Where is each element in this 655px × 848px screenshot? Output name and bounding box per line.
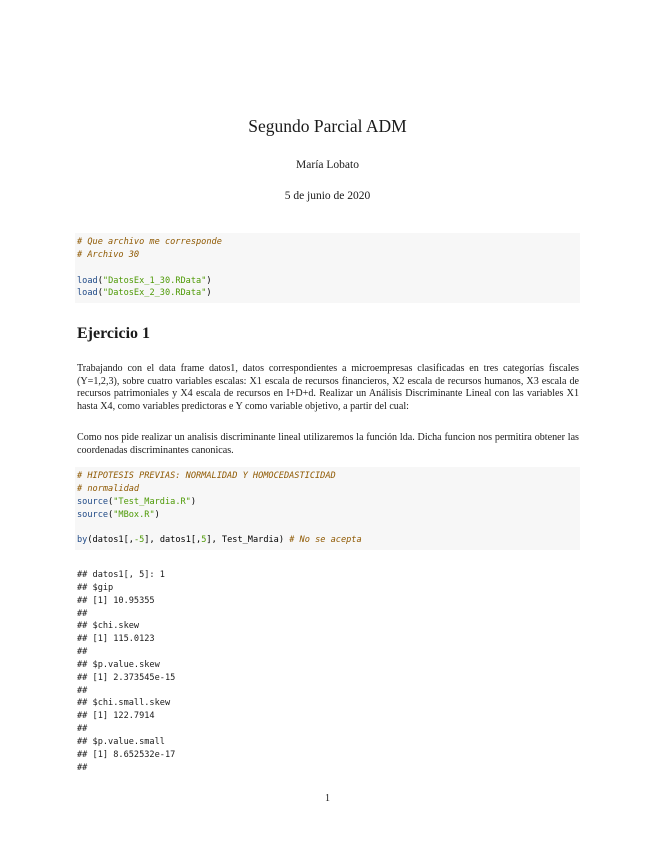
output-line: ## $chi.small.skew (77, 698, 171, 709)
code-block-load (75, 233, 580, 303)
code-comment: # HIPOTESIS PREVIAS: NORMALIDAD Y HOMOCEDASTICIDAD (77, 471, 336, 481)
code-line-source-2: source("MBox.R") (77, 509, 160, 520)
code-string: "DatosEx_2_30.RData" (102, 288, 207, 299)
output-line: ## $p.value.small (77, 736, 165, 747)
code-line-source-1: source("Test_Mardia.R") (77, 496, 197, 507)
code-line-load-2: load("DatosEx_2_30.RData") (77, 288, 212, 299)
output-line: ## (77, 647, 88, 658)
output-line: ## [1] 8.652532e-17 (77, 749, 176, 760)
code-comment: # No se acepta (289, 535, 362, 546)
paragraph: Como nos pide realizar un analisis discriminante lineal utilizaremos la función lda. Dicha funcion nos permitira obtener las coordenadas discriminantes canonicas. (77, 432, 579, 456)
output-line: ## [1] 10.95355 (77, 595, 155, 606)
code-line-load-1: load("DatosEx_1_30.RData") (77, 275, 212, 286)
document-author: María Lobato (296, 159, 359, 171)
code-number: -5 (133, 535, 145, 546)
code-string: "MBox.R" (113, 509, 155, 520)
output-line: ## $chi.skew (77, 621, 140, 632)
output-line: ## [1] 2.373545e-15 (77, 672, 176, 683)
code-comment: # Que archivo me corresponde (77, 237, 222, 247)
code-function: source (77, 509, 109, 520)
page-number: 1 (325, 793, 330, 804)
output-line: ## [1] 122.7914 (77, 711, 155, 722)
code-function: load (77, 288, 98, 299)
code-string: "DatosEx_1_30.RData" (102, 275, 207, 286)
code-line-by (77, 534, 578, 547)
code-block-hypothesis (75, 467, 580, 550)
code-comment: # normalidad (77, 483, 140, 494)
output-line: ## (77, 685, 88, 696)
code-blank-line (77, 262, 578, 275)
output-line: ## (77, 762, 88, 773)
code-comment: # Archivo 30 (77, 249, 140, 260)
code-args: ], Test_Mardia) (206, 535, 290, 546)
code-args: ], datos1[, (144, 535, 202, 546)
code-function: source (77, 496, 109, 507)
code-function: by (77, 535, 88, 546)
document-date: 5 de junio de 2020 (284, 190, 371, 202)
output-line: ## $p.value.skew (77, 659, 160, 670)
output-line: ## (77, 608, 88, 619)
code-args: (datos1[, (87, 535, 134, 546)
document-title: Segundo Parcial ADM (248, 116, 407, 136)
output-line: ## (77, 724, 88, 735)
code-function: load (77, 275, 98, 286)
output-line: ## [1] 115.0123 (77, 634, 155, 645)
code-string: "Test_Mardia.R" (113, 496, 191, 507)
code-output (77, 569, 582, 775)
section-heading: Ejercicio 1 (77, 325, 151, 342)
code-blank-line (77, 521, 578, 534)
output-line: ## datos1[, 5]: 1 (77, 570, 165, 580)
output-line: ## $gip (77, 582, 114, 593)
code-number: 5 (201, 535, 207, 546)
paragraph: Trabajando con el data frame datos1, datos correspondientes a microempresas clasificadas en tres categorías fiscales (Y=1,2,3), sobre cuatro variables escalas: X1 escala de recursos financieros, X2 escala de recursos humanos, X3 escala de recursos patrimoniales y X4 escala de recursos en I+D+d. Realizar un Análisis Discriminante Lineal con las variables X1 hasta X4, como variables predictoras e Y como variable objetivo, a partir del cual: (77, 363, 579, 412)
